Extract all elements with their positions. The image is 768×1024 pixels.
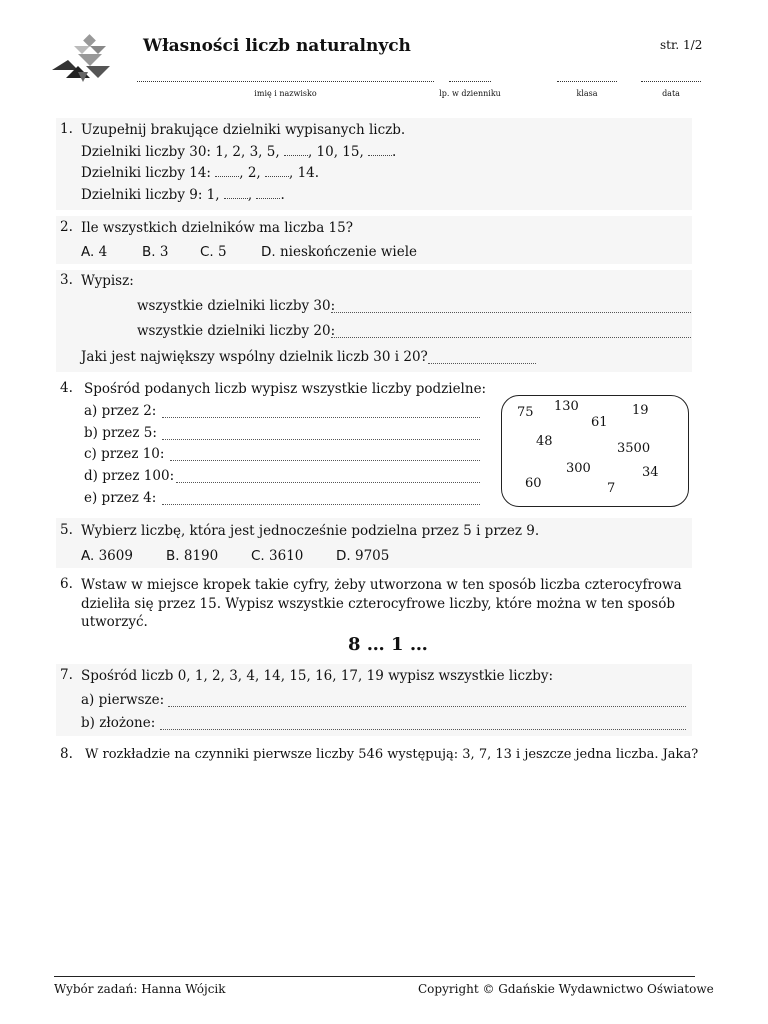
question-number: 2. xyxy=(60,219,73,235)
question-text: Uzupełnij brakujące dzielniki wypisanych liczb. xyxy=(81,122,406,138)
set-number: 3500 xyxy=(617,441,651,456)
footer-copyright: Copyright © Gdańskie Wydawnictwo Oświatowe xyxy=(418,982,714,996)
answer-line[interactable] xyxy=(176,482,480,483)
answer-line[interactable] xyxy=(170,460,480,461)
divisors-30-line: Dzielniki liczby 30: 1, 2, 3, 5, , 10, 15, . xyxy=(81,144,397,160)
number-field[interactable] xyxy=(449,81,491,82)
question-number: 7. xyxy=(60,667,73,683)
question-text: Spośród podanych liczb wypisz wszystkie liczby podzielne: xyxy=(84,381,487,397)
question-number: 3. xyxy=(60,272,73,288)
question-text: W rozkładzie na czynniki pierwsze liczby 546 występują: 3, 7, 13 i jeszcze jedna liczba. Jaka? xyxy=(85,747,699,762)
divisible-item-b: b) przez 5: xyxy=(84,425,157,441)
gcd-question: Jaki jest największy wspólny dzielnik liczb 30 i 20? xyxy=(81,349,428,365)
divisible-item-e: e) przez 4: xyxy=(84,490,157,506)
answer-line[interactable] xyxy=(428,363,536,364)
question-text-line-2: dzieliła się przez 15. Wypisz wszystkie czterocyfrowe liczby, które można w ten sposób xyxy=(81,596,675,612)
set-number: 75 xyxy=(517,405,534,420)
answer-option-c[interactable]: C. 5 xyxy=(200,244,227,260)
answer-line[interactable] xyxy=(162,504,480,505)
question-number: 6. xyxy=(60,576,73,592)
answer-line[interactable] xyxy=(331,312,691,313)
set-number: 19 xyxy=(632,403,649,418)
answer-line[interactable] xyxy=(160,729,686,730)
answer-line[interactable] xyxy=(331,337,691,338)
answer-blank[interactable] xyxy=(256,186,280,199)
answer-option-c[interactable]: C. 3610 xyxy=(251,548,304,564)
publisher-logo xyxy=(48,32,116,88)
class-field[interactable] xyxy=(557,81,617,82)
answer-blank[interactable] xyxy=(284,143,308,156)
set-number: 48 xyxy=(536,434,553,449)
question-number: 4. xyxy=(60,380,73,396)
question-text: Wypisz: xyxy=(81,273,134,289)
divisors-9-line: Dzielniki liczby 9: 1, , . xyxy=(81,187,285,203)
question-text: Ile wszystkich dzielników ma liczba 15? xyxy=(81,220,353,236)
number-label: lp. w dzienniku xyxy=(439,89,501,98)
answer-blank[interactable] xyxy=(215,164,239,177)
question-text-line-3: utworzyć. xyxy=(81,614,148,630)
worksheet-title: Własności liczb naturalnych xyxy=(143,36,411,56)
answer-line[interactable] xyxy=(162,439,480,440)
footer-divider xyxy=(54,976,695,977)
composites-label: b) złożone: xyxy=(81,715,156,731)
answer-option-a[interactable]: A. 4 xyxy=(81,244,108,260)
set-number: 61 xyxy=(591,415,608,430)
set-number: 7 xyxy=(607,481,616,496)
answer-blank[interactable] xyxy=(368,143,392,156)
set-number: 34 xyxy=(642,465,659,480)
question-text-line-1: Wstaw w miejsce kropek takie cyfry, żeby utworzona w ten sposób liczba czterocyfrowa xyxy=(81,577,682,593)
answer-option-b[interactable]: B. 3 xyxy=(142,244,169,260)
answer-option-b[interactable]: B. 8190 xyxy=(166,548,219,564)
answer-line[interactable] xyxy=(168,706,686,707)
divisors-30-label: wszystkie dzielniki liczby 30: xyxy=(137,298,336,314)
question-number: 8. xyxy=(60,746,73,762)
page-number: str. 1/2 xyxy=(660,38,703,52)
answer-option-d[interactable]: D. 9705 xyxy=(336,548,390,564)
class-label: klasa xyxy=(576,89,598,98)
answer-option-d[interactable]: D. nieskończenie wiele xyxy=(261,244,418,260)
answer-line[interactable] xyxy=(162,417,480,418)
set-number: 300 xyxy=(566,461,591,476)
question-number: 1. xyxy=(60,121,73,137)
divisible-item-c: c) przez 10: xyxy=(84,446,165,462)
set-number: 130 xyxy=(554,399,579,414)
set-number: 60 xyxy=(525,476,542,491)
primes-label: a) pierwsze: xyxy=(81,692,165,708)
answer-option-a[interactable]: A. 3609 xyxy=(81,548,133,564)
digit-pattern: 8 … 1 … xyxy=(348,634,428,655)
answer-blank[interactable] xyxy=(224,186,248,199)
question-text: Wybierz liczbę, która jest jednocześnie podzielna przez 5 i przez 9. xyxy=(81,523,540,539)
name-field[interactable] xyxy=(137,81,434,82)
question-text: Spośród liczb 0, 1, 2, 3, 4, 14, 15, 16, 17, 19 wypisz wszystkie liczby: xyxy=(81,668,554,684)
divisible-item-d: d) przez 100: xyxy=(84,468,175,484)
divisible-item-a: a) przez 2: xyxy=(84,403,157,419)
date-field[interactable] xyxy=(641,81,701,82)
divisors-20-label: wszystkie dzielniki liczby 20: xyxy=(137,323,336,339)
date-label: data xyxy=(662,89,680,98)
footer-author: Wybór zadań: Hanna Wójcik xyxy=(54,982,226,996)
answer-blank[interactable] xyxy=(265,164,289,177)
question-number: 5. xyxy=(60,522,73,538)
divisors-14-line: Dzielniki liczby 14: , 2, , 14. xyxy=(81,165,320,181)
name-label: imię i nazwisko xyxy=(254,89,317,98)
